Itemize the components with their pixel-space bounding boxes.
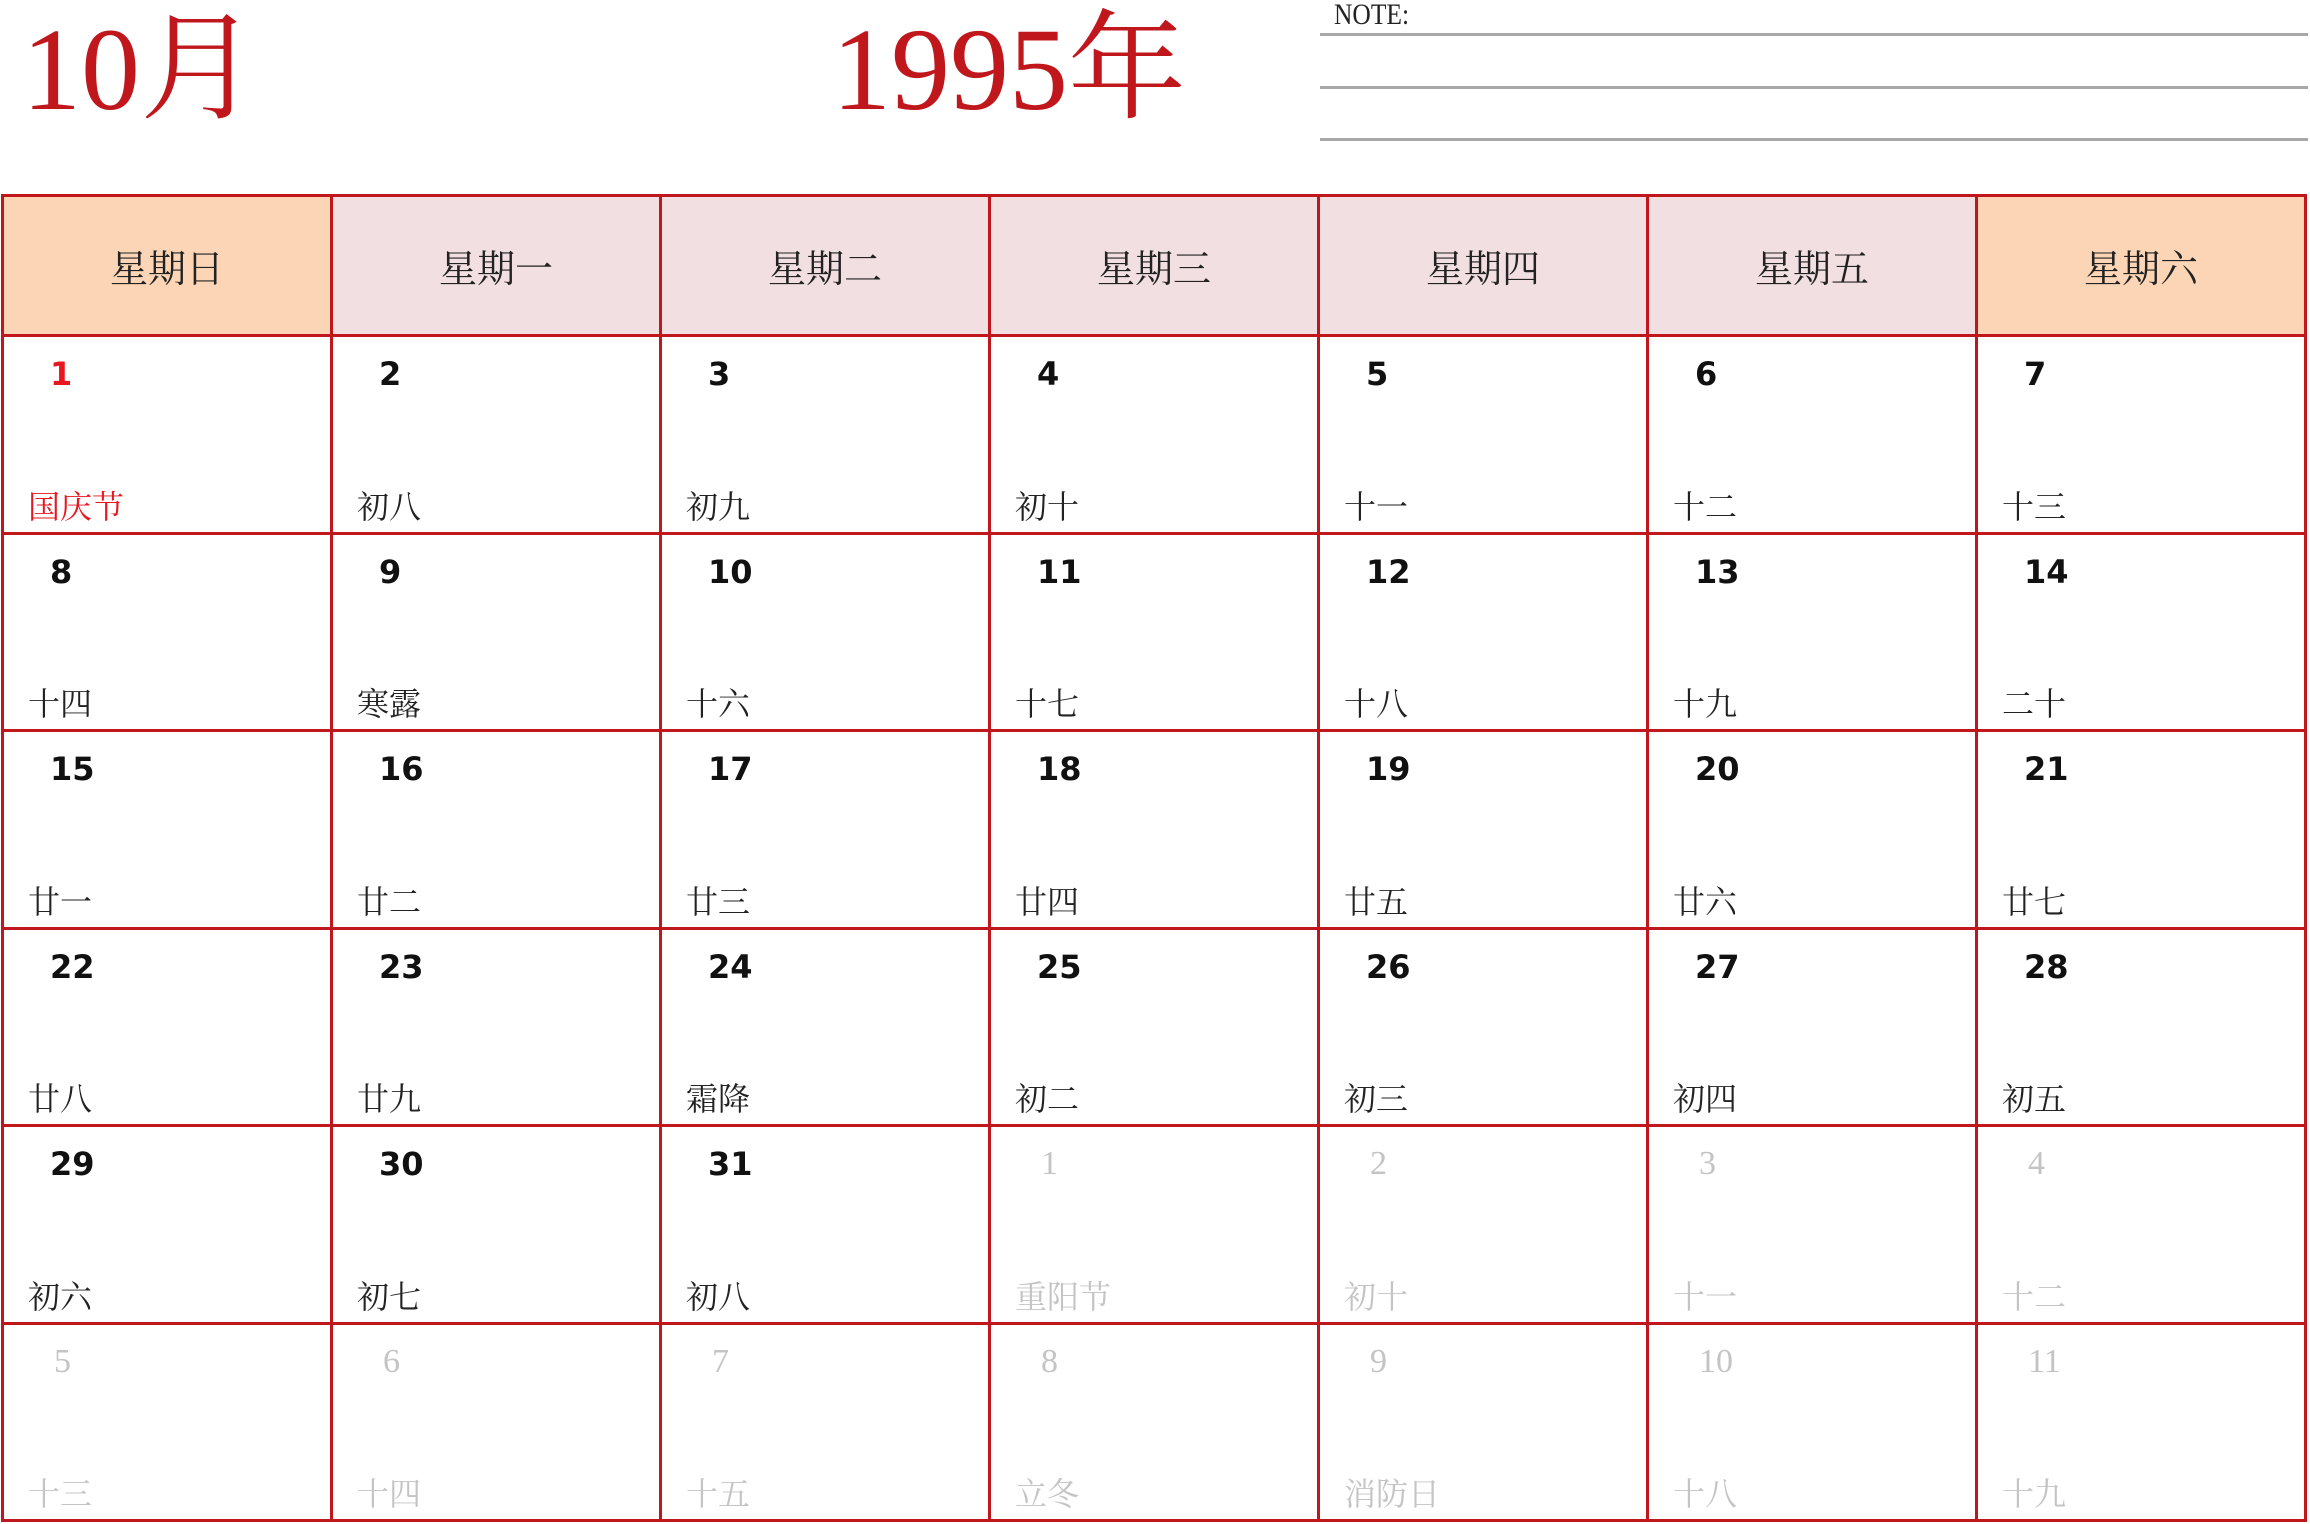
day-number: 23 <box>379 947 424 986</box>
day-cell[interactable] <box>1649 535 1978 733</box>
lunar-date: 十四 <box>357 1475 422 1513</box>
day-cell[interactable] <box>1320 1127 1649 1325</box>
day-number: 15 <box>50 750 95 788</box>
lunar-date: 十九 <box>1673 685 1738 723</box>
lunar-date: 初四 <box>1673 1080 1738 1118</box>
day-number: 1 <box>50 355 73 393</box>
day-cell[interactable] <box>1320 337 1649 535</box>
day-cell[interactable] <box>1978 535 2307 733</box>
lunar-date: 十二 <box>2002 1277 2067 1316</box>
day-number: 3 <box>1699 1145 1716 1182</box>
day-number: 8 <box>1041 1342 1058 1380</box>
weekday-header: 星期二 <box>662 197 991 337</box>
day-number: 25 <box>1037 947 1082 986</box>
lunar-date: 消防日 <box>1344 1475 1441 1513</box>
lunar-date: 初十 <box>1344 1277 1409 1316</box>
day-number: 7 <box>712 1342 729 1380</box>
lunar-date: 十七 <box>1015 685 1080 723</box>
lunar-date: 初六 <box>28 1277 93 1316</box>
day-cell[interactable] <box>991 535 1320 733</box>
lunar-date: 廿五 <box>1344 882 1409 921</box>
lunar-date: 霜降 <box>686 1080 751 1118</box>
note-line[interactable] <box>1320 86 2308 89</box>
lunar-date: 廿七 <box>2002 882 2067 921</box>
day-cell[interactable] <box>662 930 991 1128</box>
day-number: 11 <box>1037 552 1082 591</box>
lunar-date: 十六 <box>686 685 751 723</box>
day-number: 1 <box>1041 1145 1058 1182</box>
day-cell[interactable] <box>333 732 662 930</box>
day-cell[interactable] <box>1649 1325 1978 1523</box>
weekday-header: 星期五 <box>1649 197 1978 337</box>
lunar-date: 十三 <box>28 1475 93 1513</box>
day-number: 28 <box>2024 947 2069 986</box>
day-cell[interactable] <box>1978 930 2307 1128</box>
lunar-date: 廿一 <box>28 882 93 921</box>
day-cell[interactable] <box>991 1325 1320 1523</box>
weekday-header: 星期日 <box>4 197 333 337</box>
lunar-date: 初五 <box>2002 1080 2067 1118</box>
day-cell[interactable] <box>991 930 1320 1128</box>
day-cell[interactable] <box>662 732 991 930</box>
day-cell[interactable] <box>1320 1325 1649 1523</box>
day-number: 12 <box>1366 552 1411 591</box>
lunar-date: 廿六 <box>1673 882 1738 921</box>
day-number: 30 <box>379 1145 424 1183</box>
day-cell[interactable] <box>1978 732 2307 930</box>
lunar-date: 初八 <box>686 1277 751 1316</box>
lunar-date: 立冬 <box>1015 1475 1080 1513</box>
note-line[interactable] <box>1320 33 2308 36</box>
day-cell[interactable] <box>1320 930 1649 1128</box>
day-cell[interactable] <box>4 930 333 1128</box>
day-cell[interactable] <box>1649 930 1978 1128</box>
day-cell[interactable] <box>991 732 1320 930</box>
year-title: 1995年 <box>832 4 1187 135</box>
day-number: 17 <box>708 750 753 788</box>
day-number: 22 <box>50 947 95 986</box>
month-title: 10月 <box>22 4 259 135</box>
lunar-date: 十二 <box>1673 487 1738 526</box>
day-number: 2 <box>1370 1145 1387 1182</box>
day-number: 4 <box>1037 355 1060 393</box>
day-cell[interactable] <box>333 535 662 733</box>
day-number: 19 <box>1366 750 1411 788</box>
day-number: 9 <box>1370 1342 1387 1380</box>
lunar-date: 十四 <box>28 685 93 723</box>
weekday-header: 星期一 <box>333 197 662 337</box>
lunar-date: 廿四 <box>1015 882 1080 921</box>
day-number: 6 <box>383 1342 400 1380</box>
lunar-date: 重阳节 <box>1015 1277 1112 1316</box>
lunar-date: 十一 <box>1344 487 1409 526</box>
lunar-date: 廿八 <box>28 1080 93 1118</box>
lunar-date: 初七 <box>357 1277 422 1316</box>
day-cell[interactable] <box>1978 337 2307 535</box>
day-cell[interactable] <box>4 1325 333 1523</box>
day-number: 13 <box>1695 552 1740 591</box>
day-number: 21 <box>2024 750 2069 788</box>
lunar-date: 十一 <box>1673 1277 1738 1316</box>
day-number: 10 <box>1699 1342 1733 1380</box>
day-number: 2 <box>379 355 402 393</box>
lunar-date: 初十 <box>1015 487 1080 526</box>
day-number: 16 <box>379 750 424 788</box>
day-number: 5 <box>1366 355 1389 393</box>
day-number: 5 <box>54 1342 71 1380</box>
lunar-date: 十三 <box>2002 487 2067 526</box>
day-cell[interactable] <box>662 1127 991 1325</box>
weekday-header: 星期四 <box>1320 197 1649 337</box>
day-number: 10 <box>708 552 753 591</box>
lunar-date: 十八 <box>1344 685 1409 723</box>
day-number: 4 <box>2028 1145 2045 1182</box>
day-cell[interactable] <box>991 1127 1320 1325</box>
day-cell[interactable] <box>1649 337 1978 535</box>
day-number: 18 <box>1037 750 1082 788</box>
day-number: 29 <box>50 1145 95 1183</box>
day-cell[interactable] <box>1320 732 1649 930</box>
lunar-date: 廿九 <box>357 1080 422 1118</box>
lunar-date: 二十 <box>2002 685 2067 723</box>
lunar-date: 国庆节 <box>28 487 125 526</box>
lunar-date: 廿二 <box>357 882 422 921</box>
day-number: 7 <box>2024 355 2047 393</box>
lunar-date: 寒露 <box>357 685 422 723</box>
day-cell[interactable] <box>1978 1127 2307 1325</box>
day-number: 9 <box>379 552 402 591</box>
day-cell[interactable] <box>1978 1325 2307 1523</box>
day-number: 20 <box>1695 750 1740 788</box>
day-cell[interactable] <box>4 337 333 535</box>
day-cell[interactable] <box>662 1325 991 1523</box>
day-number: 6 <box>1695 355 1718 393</box>
day-cell[interactable] <box>1649 732 1978 930</box>
day-number: 3 <box>708 355 731 393</box>
note-label: NOTE: <box>1334 0 1410 31</box>
day-number: 26 <box>1366 947 1411 986</box>
day-cell[interactable] <box>333 1325 662 1523</box>
day-cell[interactable] <box>4 1127 333 1325</box>
lunar-date: 十九 <box>2002 1475 2067 1513</box>
lunar-date: 廿三 <box>686 882 751 921</box>
day-cell[interactable] <box>662 535 991 733</box>
day-cell[interactable] <box>991 337 1320 535</box>
day-cell[interactable] <box>1649 1127 1978 1325</box>
day-cell[interactable] <box>4 732 333 930</box>
lunar-date: 初八 <box>357 487 422 526</box>
day-cell[interactable] <box>333 337 662 535</box>
note-area <box>1320 0 2308 145</box>
note-line[interactable] <box>1320 138 2308 141</box>
day-cell[interactable] <box>4 535 333 733</box>
calendar-grid <box>1 194 2307 1522</box>
day-number: 14 <box>2024 552 2069 591</box>
day-number: 11 <box>2028 1342 2061 1380</box>
weekday-header: 星期六 <box>1978 197 2307 337</box>
day-number: 24 <box>708 947 753 986</box>
day-cell[interactable] <box>1320 535 1649 733</box>
lunar-date: 初二 <box>1015 1080 1080 1118</box>
day-cell[interactable] <box>662 337 991 535</box>
weekday-header: 星期三 <box>991 197 1320 337</box>
lunar-date: 初九 <box>686 487 751 526</box>
lunar-date: 初三 <box>1344 1080 1409 1118</box>
day-number: 27 <box>1695 947 1740 986</box>
day-number: 31 <box>708 1145 753 1183</box>
day-number: 8 <box>50 552 73 591</box>
day-cell[interactable] <box>333 930 662 1128</box>
lunar-date: 十八 <box>1673 1475 1738 1513</box>
lunar-date: 十五 <box>686 1475 751 1513</box>
day-cell[interactable] <box>333 1127 662 1325</box>
